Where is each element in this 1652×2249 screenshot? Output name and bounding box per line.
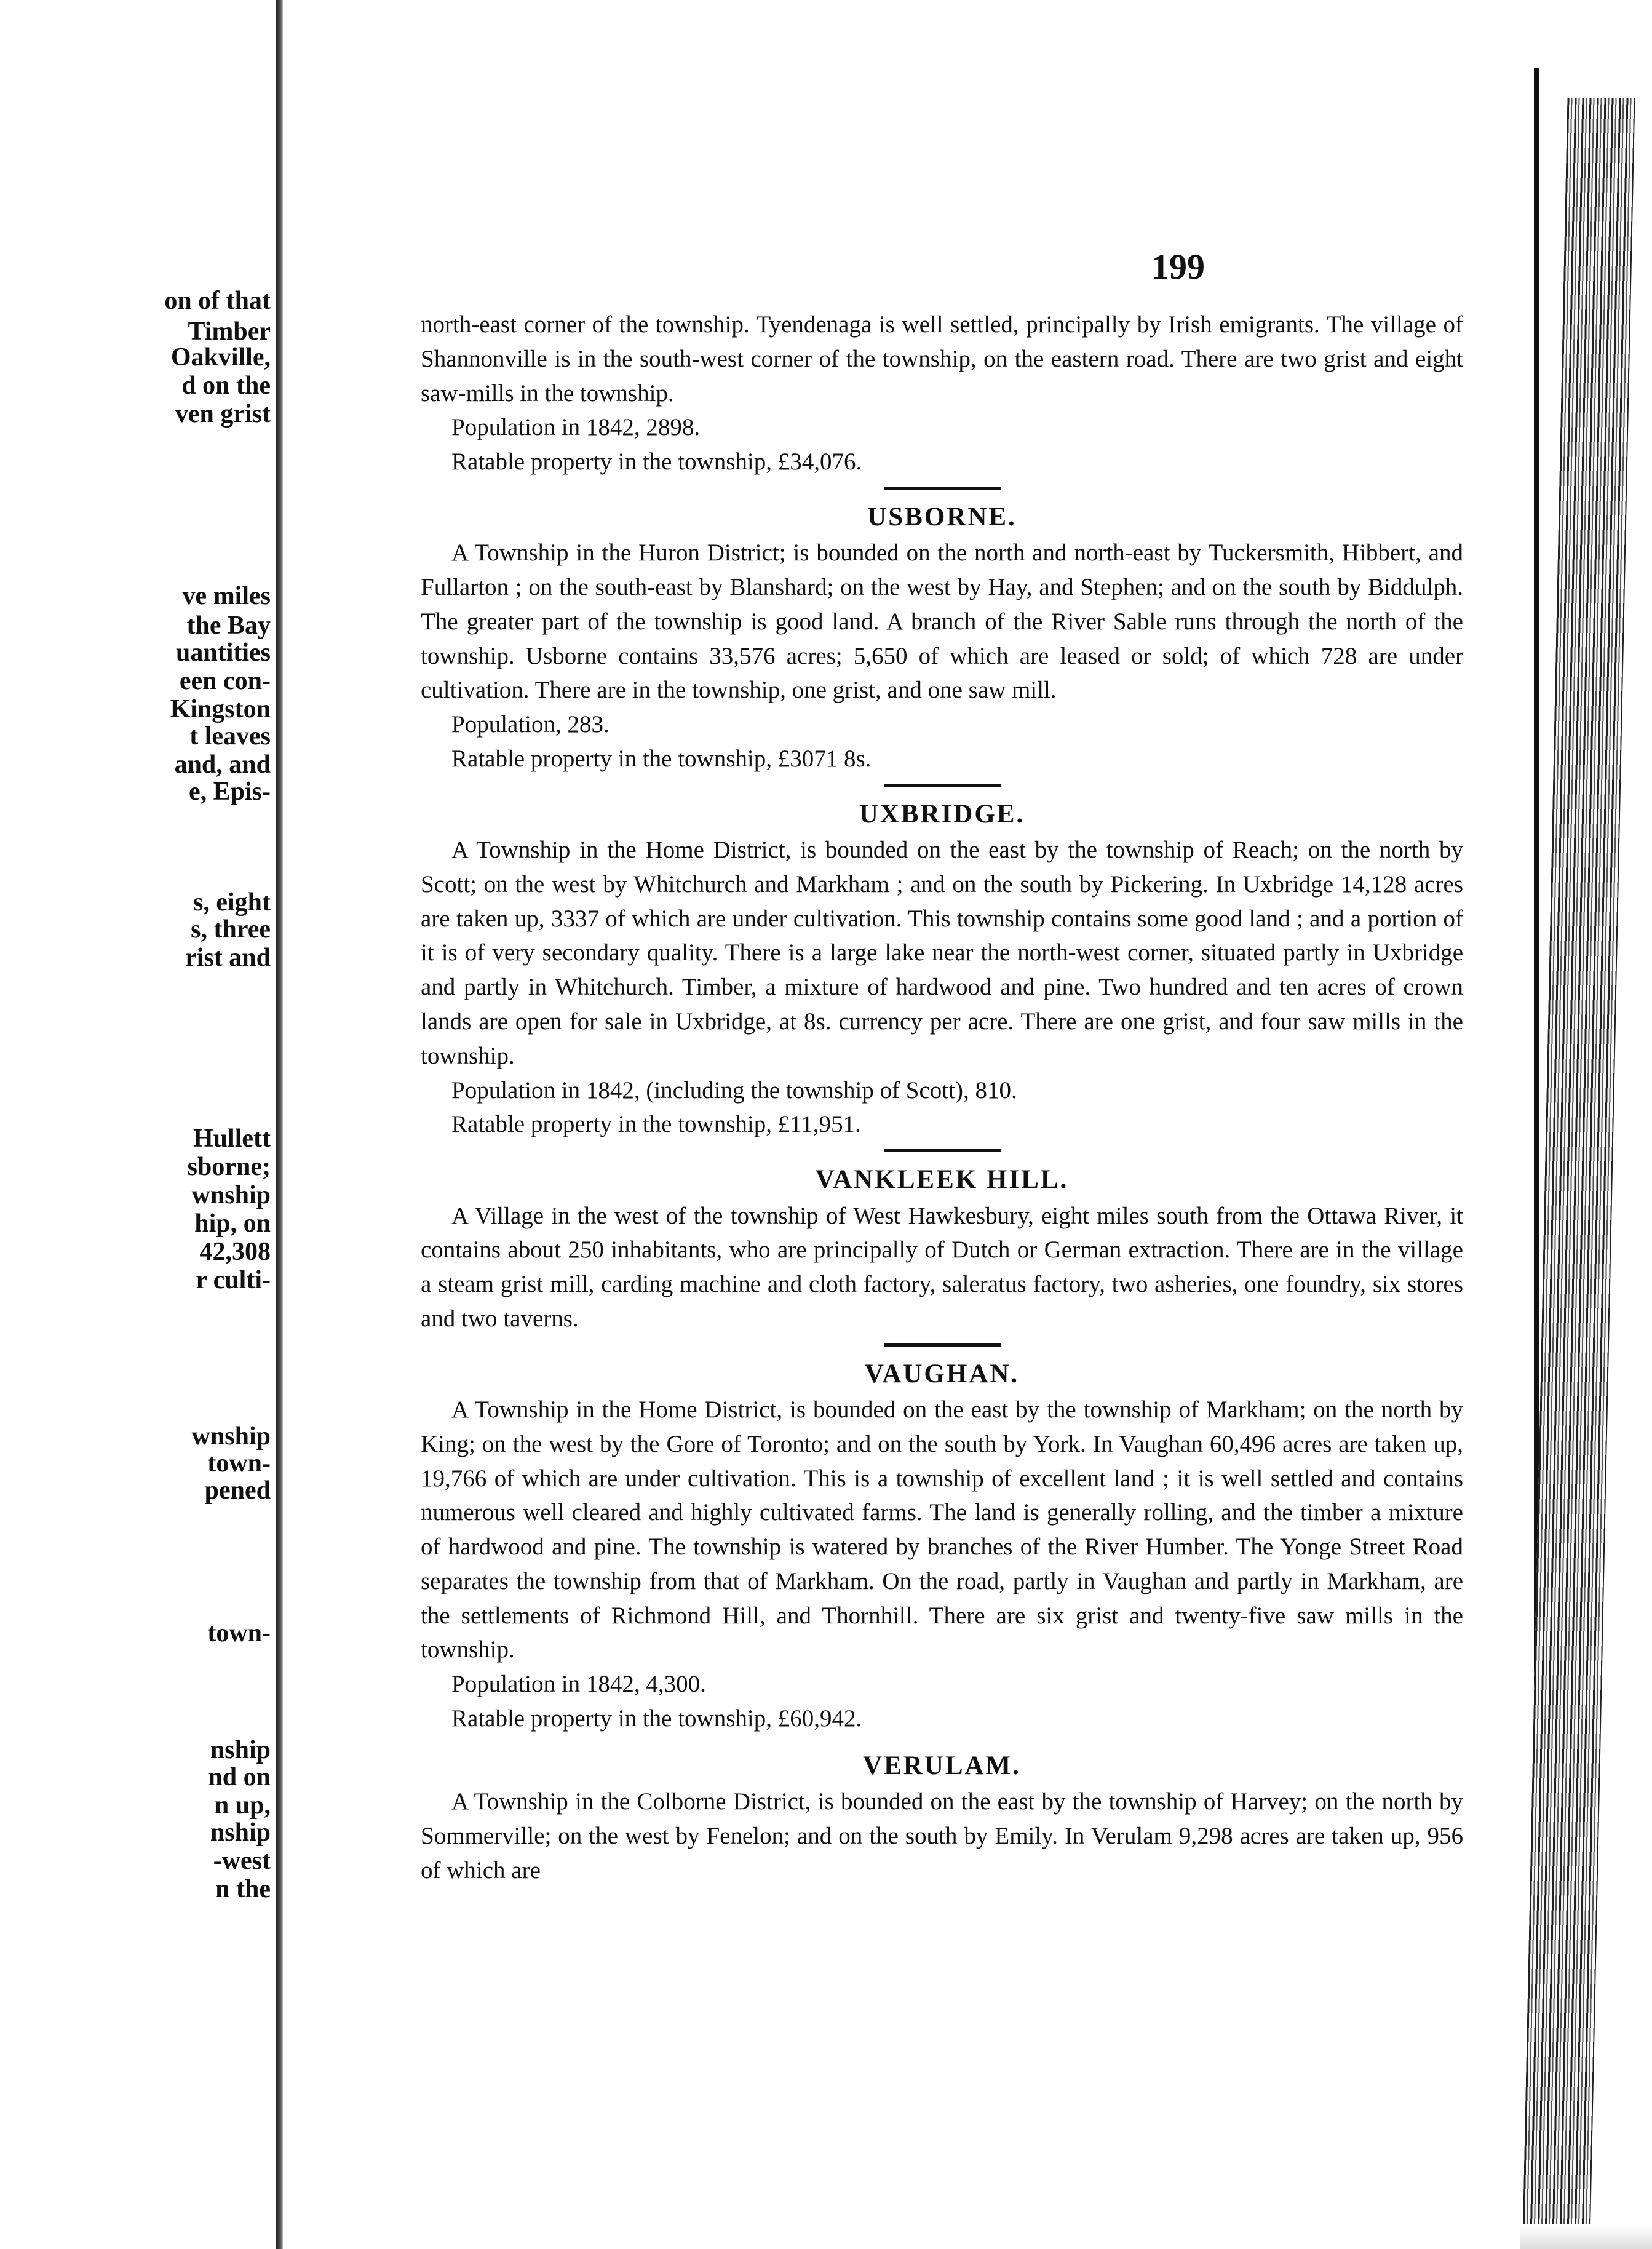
- entry-title: VANKLEEK HILL.: [815, 1165, 1069, 1195]
- left-page-fragment: r culti-: [196, 1266, 271, 1294]
- left-page-fragment: wnship: [191, 1181, 271, 1209]
- left-page-fragment: een con-: [179, 667, 271, 695]
- page-number: 199: [1151, 247, 1205, 287]
- left-page-fragment: the Bay: [186, 611, 271, 640]
- left-page-fragment: s, three: [191, 915, 271, 944]
- left-page-fragment: hip, on: [194, 1209, 271, 1238]
- left-page-fragment: ve miles: [182, 582, 271, 610]
- entry-title: VAUGHAN.: [864, 1359, 1020, 1388]
- section-rule: [884, 487, 1001, 490]
- left-page-fragment: Hullett: [193, 1124, 271, 1153]
- entry-usborne: [421, 498, 1463, 776]
- population-line: Population in 1842, 2898.: [451, 414, 701, 441]
- left-page-fragment: n the: [215, 1875, 271, 1903]
- left-page-fragment: Oakville,: [170, 343, 271, 372]
- left-page-fragment: sborne;: [187, 1153, 271, 1181]
- entry-uxbridge: [421, 795, 1463, 1142]
- left-page-fragment: and, and: [174, 750, 271, 779]
- left-page-fragment: e, Epis-: [188, 778, 271, 806]
- opening-entry: [421, 308, 1463, 479]
- ratable-property-line: Ratable property in the township, £34,076.: [451, 448, 862, 476]
- left-page-fragment: uantities: [175, 639, 271, 667]
- population-line: Population, 283.: [451, 711, 610, 738]
- left-page-fragment: -west: [213, 1847, 271, 1875]
- population-line: Population in 1842, 4,300.: [451, 1671, 706, 1698]
- left-page-fragment: nship: [210, 1818, 271, 1847]
- population-line: Population in 1842, (including the township of Scott), 810.: [451, 1077, 1017, 1104]
- entry-title: USBORNE.: [867, 502, 1017, 531]
- left-page-fragment: 42,308: [199, 1238, 271, 1266]
- entry-title: VERULAM.: [863, 1751, 1021, 1780]
- left-page-fragment: t leaves: [189, 722, 271, 750]
- entry-verulam: [421, 1747, 1463, 1888]
- left-page-fragment: s, eight: [193, 888, 271, 917]
- entry-title: UXBRIDGE.: [859, 799, 1025, 829]
- left-page-fragment: town-: [207, 1619, 271, 1647]
- previous-page-strip: [0, 0, 283, 2249]
- section-rule: [884, 1149, 1001, 1152]
- left-page-fragment: pened: [204, 1476, 271, 1505]
- left-page-fragment: ven grist: [175, 400, 271, 428]
- ratable-property-line: Ratable property in the township, £11,951.: [451, 1111, 861, 1138]
- left-page-fragment: nship: [210, 1736, 271, 1764]
- left-page-fragment: d on the: [181, 372, 271, 400]
- left-page-fragment: rist and: [185, 944, 271, 972]
- left-page-fragment: Timber: [188, 317, 271, 346]
- entry-text: north-east corner of the township. Tyendenaga is well settled, principally by Irish emigrants. The village of Shannonville is in the south-west corner of the township, on the eastern road. There are two grist and eight saw-mills in the township.: [421, 311, 1463, 407]
- page-body: [421, 308, 1463, 1888]
- entry-vaughan: [421, 1355, 1463, 1736]
- ratable-property-line: Ratable property in the township, £60,942.: [451, 1705, 862, 1732]
- page-gutter: [276, 0, 283, 2249]
- bottom-shadow: [1520, 2224, 1652, 2249]
- entry-vankleek-hill: [421, 1161, 1463, 1336]
- ratable-property-line: Ratable property in the township, £3071 8s.: [451, 745, 872, 772]
- left-page-fragment: nd on: [208, 1763, 271, 1791]
- entry-text: A Township in the Colborne District, is bounded on the east by the township of Harvey; on the north by Sommerville; on the west by Fenelon; and on the south by Emily. In Verulam 9,298 acres are taken up, 956 of which are: [421, 1788, 1463, 1884]
- book-page-edges: [1520, 0, 1652, 2249]
- left-page-fragment: town-: [207, 1449, 271, 1478]
- left-page-fragment: wnship: [191, 1422, 271, 1451]
- entry-text: A Village in the west of the township of West Hawkesbury, eight miles south from the Ottawa River, it contains about 250 inhabitants, who are principally of Dutch or German extraction. There are in the village a steam grist mill, carding machine and cloth factory, saleratus factory, two asheries, one foundry, six stores and two taverns.: [421, 1202, 1463, 1332]
- main-page: [284, 0, 1520, 2249]
- page-stack: [1523, 98, 1635, 2239]
- entry-text: A Township in the Home District, is bounded on the east by the township of Reach; on the north by Scott; on the west by Whitchurch and Markham ; and on the south by Pickering. In Uxbridge 14,128 acres are taken up, 3337 of which are under cultivation. This township contains some good land ; and a portion of it is of very secondary quality. There is a large lake near the north-west corner, situated partly in Uxbridge and partly in Whitchurch. Timber, a mixture of hardwood and pine. Two hundred and ten acres of crown lands are open for sale in Uxbridge, at 8s. currency per acre. There are one grist, and four saw mills in the township.: [421, 837, 1463, 1069]
- entry-text: A Township in the Huron District; is bounded on the north and north-east by Tuckersmith, Hibbert, and Fullarton ; on the south-east by Blanshard; on the west by Hay, and Stephen; and on the south by Biddulph. The greater part of the township is good land. A branch of the River Sable runs through the north of the township. Usborne contains 33,576 acres; 5,650 of which are leased or sold; of which 728 are under cultivation. There are in the township, one grist, and one saw mill.: [421, 539, 1463, 704]
- left-page-fragment: Kingston: [170, 695, 271, 723]
- entry-text: A Township in the Home District, is bounded on the east by the township of Markham; on the north by King; on the west by the Gore of Toronto; and on the south by York. In Vaughan 60,496 acres are taken up, 19,766 of which are under cultivation. This is a township of excellent land ; it is well settled and contains numerous well cleared and highly cultivated farms. The land is generally rolling, and the timber a mixture of hardwood and pine. The township is watered by branches of the River Humber. The Yonge Street Road separates the township from that of Markham. On the road, partly in Vaughan and partly in Markham, are the settlements of Richmond Hill, and Thornhill. There are six grist and twenty-five saw mills in the township.: [421, 1396, 1463, 1663]
- section-rule: [884, 1343, 1001, 1347]
- section-rule: [884, 784, 1001, 787]
- left-page-fragment: on of that: [164, 287, 271, 315]
- left-page-fragment: n up,: [214, 1791, 271, 1820]
